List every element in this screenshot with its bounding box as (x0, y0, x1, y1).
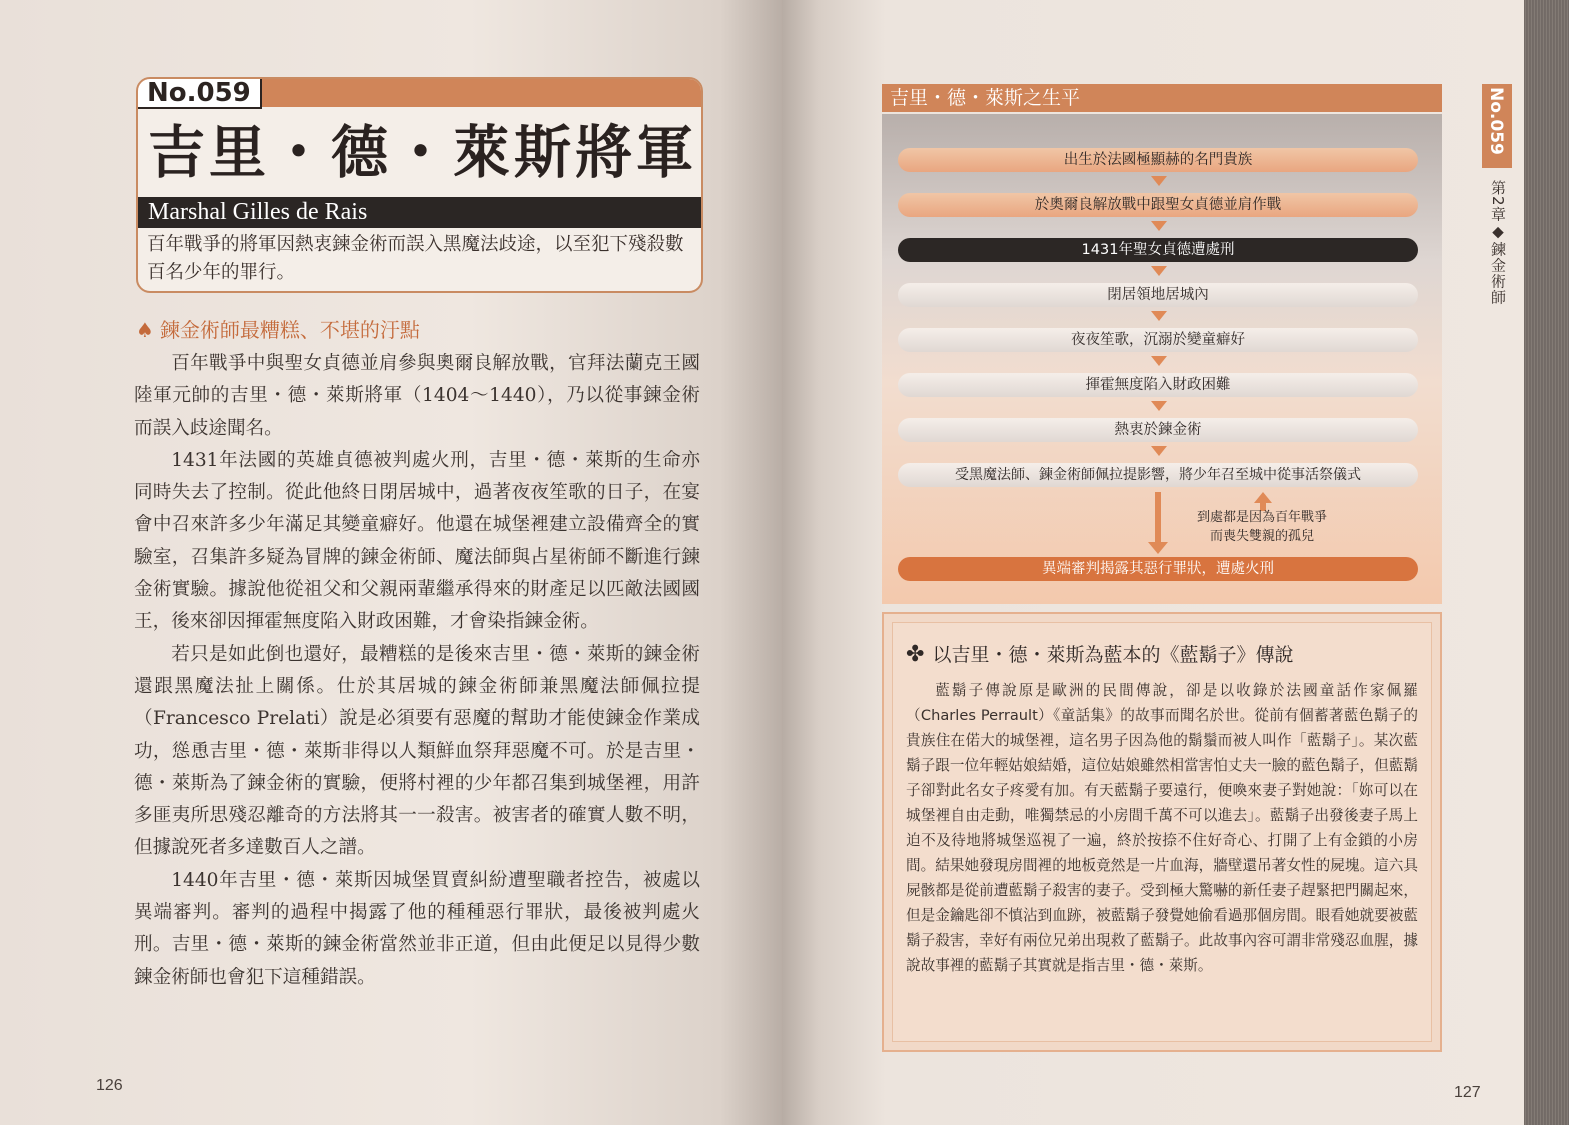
arrow-down-icon (1151, 446, 1167, 456)
side-note-line: 而喪失雙親的孤兒 (1209, 529, 1314, 544)
body-paragraph: 若只是如此倒也還好，最糟糕的是後來吉里・德・萊斯的鍊金術還跟黑魔法扯上關係。仕於其居城的鍊金術師兼黑魔法師佩拉提（Francesco Prelati）說是必須要有惡魔的幫助才能使鍊金作業成功，慫恿吉里・德・萊斯非得以人類鮮血祭拜惡魔不可。於是吉里・德・萊斯為了鍊金術的實驗，便將村裡的少年都召集到城堡裡，用許多匪夷所思殘忍離奇的方法將其一一殺害。被害者的確實人數不明，但據說死者多達數百人之譜。 (134, 643, 700, 859)
side-tab (1482, 84, 1512, 324)
arrow-long-shaft (1155, 492, 1161, 544)
arrow-down-icon (1151, 311, 1167, 321)
side-note-line: 到處都是因為百年戰爭 (1196, 510, 1327, 525)
body-paragraph: 百年戰爭中與聖女貞德並肩參與奧爾良解放戰，官拜法蘭克王國陸軍元帥的吉里・德・萊斯將軍（1404～1440），乃以從事鍊金術而誤入歧途聞名。 (134, 353, 700, 439)
arrow-down-icon (1151, 176, 1167, 186)
timeline-step: 閉居領地居城內 (898, 283, 1418, 307)
timeline-step: 熱衷於鍊金術 (898, 418, 1418, 442)
page-number-right: 127 (1454, 1084, 1481, 1101)
title-summary: 百年戰爭的將軍因熱衷鍊金術而誤入黑魔法歧途，以至犯下殘殺數百名少年的罪行。 (147, 234, 684, 283)
body-text (134, 348, 700, 994)
side-tab-number-text: No.059 (1486, 87, 1506, 155)
entry-number: No.059 (138, 79, 262, 109)
timeline-header: 吉里・德・萊斯之生平 (882, 84, 1442, 112)
body-paragraph: 1440年吉里・德・萊斯因城堡買賣糾紛遭聖職者控告，被處以異端審判。審判的過程中揭露了他的種種惡行罪狀，最後被判處火刑。吉里・德・萊斯的鍊金術當然並非正道，但由此便足以見得少數鍊金術師也會犯下這種錯誤。 (134, 869, 700, 988)
arrow-down-icon (1148, 542, 1168, 554)
legend-title-text: 以吉里・德・萊斯為藍本的《藍鬍子》傳說 (932, 644, 1294, 666)
spade-icon: ♠ (136, 318, 154, 342)
legend-title (906, 640, 1293, 667)
timeline-step: 1431年聖女貞德遭處刑 (898, 238, 1418, 262)
left-page (0, 0, 782, 1125)
timeline-step: 揮霍無度陷入財政困難 (898, 373, 1418, 397)
timeline-step: 夜夜笙歌，沉溺於變童癖好 (898, 328, 1418, 352)
timeline-step: 異端審判揭露其惡行罪狀，遭處火刑 (898, 557, 1418, 581)
arrow-up-icon (1254, 492, 1272, 503)
side-tab-chapter: 第2章◆鍊金術師 (1489, 180, 1507, 306)
arrow-down-icon (1151, 401, 1167, 411)
section-heading (136, 314, 420, 343)
page-number-left: 126 (96, 1077, 123, 1094)
timeline-step: 於奧爾良解放戰中跟聖女貞德並肩作戰 (898, 193, 1418, 217)
legend-text: 藍鬍子傳說原是歐洲的民間傳說，卻是以收錄於法國童話作家佩羅（Charles Perrault）《童話集》的故事而聞名於世。從前有個蓄著藍色鬍子的貴族住在偌大的城堡裡，這名男子因為他的鬍鬚而被人叫作「藍鬍子」。某次藍鬍子跟一位年輕姑娘結婚，這位姑娘雖然相當害怕丈夫一臉的藍色鬍子，但藍鬍子卻對此名女子疼愛有加。有天藍鬍子要遠行，便喚來妻子對她說：「妳可以在城堡裡自由走動，唯獨禁忌的小房間千萬不可以進去」。藍鬍子出發後妻子馬上迫不及待地將城堡巡視了一遍，終於按捺不住好奇心、打開了上有金鎖的小房間。結果她發現房間裡的地板竟然是一片血海，牆壁還吊著女性的屍塊。這六具屍骸都是從前遭藍鬍子殺害的妻子。受到極大驚嚇的新任妻子趕緊把門關起來，但是金鑰匙卻不慎沾到血跡，被藍鬍子發覺她偷看過那個房間。眼看她就要被藍鬍子殺害，幸好有兩位兄弟出現救了藍鬍子。此故事內容可謂非常殘忍血腥，據說故事裡的藍鬍子其實就是指吉里・德・萊斯。 (906, 682, 1418, 974)
page-title: 吉里・德・萊斯將軍 (148, 120, 697, 186)
section-heading-text: 鍊金術師最糟糕、不堪的汙點 (159, 318, 420, 342)
right-page (782, 0, 1524, 1125)
timeline-step: 受黑魔法師、鍊金術師佩拉提影響，將少年召至城中從事活祭儀式 (898, 463, 1418, 487)
timeline-step: 出生於法國極顯赫的名門貴族 (898, 148, 1418, 172)
title-box (136, 77, 703, 293)
legend-box (882, 612, 1442, 1052)
side-tab-number (1482, 84, 1512, 168)
arrow-down-icon (1151, 356, 1167, 366)
english-subtitle: Marshal Gilles de Rais (138, 197, 701, 228)
book-page-edge (1524, 0, 1569, 1125)
fleur-ornament-icon: ✤ (906, 642, 925, 667)
side-note (1182, 508, 1342, 546)
arrow-down-icon (1151, 266, 1167, 276)
timeline-box (882, 114, 1442, 604)
body-paragraph: 1431年法國的英雄貞德被判處火刑，吉里・德・萊斯的生命亦同時失去了控制。從此他終日閉居城中，過著夜夜笙歌的日子，在宴會中召來許多少年滿足其變童癖好。他還在城堡裡建立設備齊全的實驗室，召集許多疑為冒牌的鍊金術師、魔法師與占星術師不斷進行鍊金術實驗。據說他從祖父和父親兩輩繼承得來的財產足以匹敵法國國王，後來卻因揮霍無度陷入財政困難，才會染指鍊金術。 (134, 449, 700, 633)
arrow-down-icon (1151, 221, 1167, 231)
